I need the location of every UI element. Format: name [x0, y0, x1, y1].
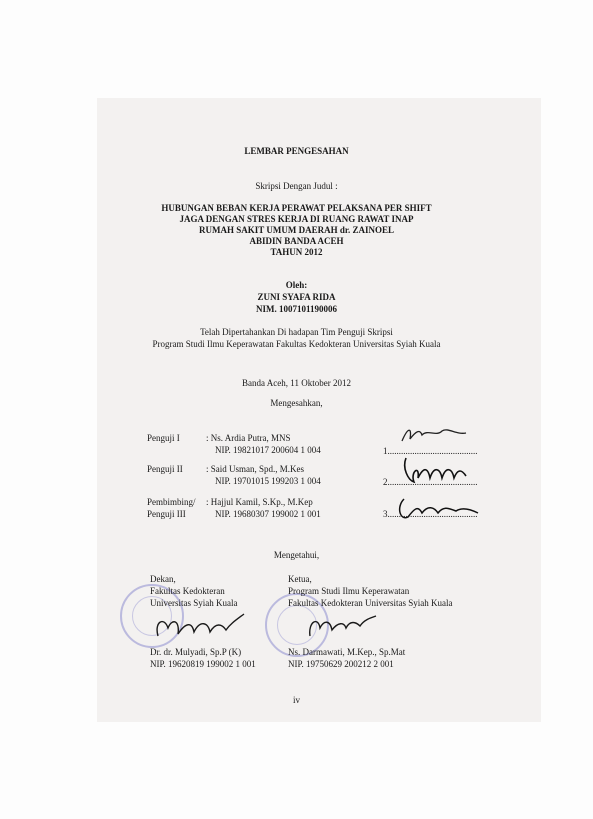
right-signer-line-2: Program Studi Ilmu Keperawatan — [288, 586, 410, 596]
know-label: Mengetahui, — [273, 550, 320, 560]
place-date: Banda Aceh, 11 Oktober 2012 — [242, 378, 351, 388]
approve-label: Mengesahkan, — [270, 398, 323, 408]
left-signer-name: Dr. dr. Mulyadi, Sp.P (K) — [150, 647, 242, 657]
left-signer-line-2: Fakultas Kedokteran — [150, 586, 225, 596]
examiner-3-role-2: Penguji III — [147, 509, 186, 519]
left-signer-nip: NIP. 19620819 199002 1 001 — [150, 659, 256, 669]
examiner-3-role: Pembimbing/ — [147, 497, 196, 507]
signature-examiner-3 — [392, 495, 480, 523]
signature-dean — [150, 610, 250, 646]
examiner-3-name: : Hajjul Kamil, S.Kp., M.Kep — [206, 497, 313, 507]
thesis-title-line-5: TAHUN 2012 — [270, 247, 323, 257]
author-name: ZUNI SYAFA RIDA — [257, 292, 336, 302]
author-nim: NIM. 1007101190006 — [256, 304, 337, 314]
left-signer-line-3: Universitas Syiah Kuala — [150, 598, 238, 608]
right-signer-name: Ns. Darmawati, M.Kep., Sp.Mat — [288, 647, 406, 657]
examiner-1-nip: NIP. 19821017 200604 1 004 — [215, 445, 321, 455]
thesis-title-line-1: HUBUNGAN BEBAN KERJA PERAWAT PELAKSANA PER SHIFT — [161, 203, 432, 213]
defense-line-2: Program Studi Ilmu Keperawatan Fakultas Kedokteran Universitas Syiah Kuala — [152, 339, 441, 349]
thesis-title-line-3: RUMAH SAKIT UMUM DAERAH dr. ZAINOEL — [198, 225, 395, 235]
examiner-1-sign-line: 1........................................ — [383, 446, 478, 456]
examiner-2-sign-line: 2........................................ — [383, 477, 478, 487]
examiner-3-nip: NIP. 19680307 199002 1 001 — [215, 509, 321, 519]
signature-examiner-2 — [400, 454, 470, 488]
page-number: iv — [292, 695, 300, 705]
signature-examiner-1 — [398, 425, 470, 445]
examiner-1-role: Penguji I — [147, 433, 180, 443]
subtitle: Skripsi Dengan Judul : — [255, 181, 338, 191]
examiner-3-sign-line: 3........................................ — [383, 509, 478, 519]
right-signer-nip: NIP. 19750629 200212 2 001 — [288, 659, 394, 669]
right-signer-line-3: Fakultas Kedokteran Universitas Syiah Kuala — [288, 598, 453, 608]
thesis-title-line-4: ABIDIN BANDA ACEH — [249, 236, 344, 246]
left-signer-line-1: Dekan, — [150, 574, 176, 584]
signature-program-head — [300, 612, 380, 642]
by-label: Oleh: — [285, 280, 308, 290]
right-signer-line-1: Ketua, — [288, 574, 312, 584]
examiner-2-nip: NIP. 19701015 199203 1 004 — [215, 476, 321, 486]
thesis-title-line-2: JAGA DENGAN STRES KERJA DI RUANG RAWAT INAP — [179, 214, 414, 224]
defense-line-1: Telah Dipertahankan Di hadapan Tim Penguji Skripsi — [200, 327, 393, 337]
examiner-1-name: : Ns. Ardia Putra, MNS — [206, 433, 291, 443]
examiner-2-name: : Said Usman, Spd., M.Kes — [206, 464, 305, 474]
page-title: LEMBAR PENGESAHAN — [244, 146, 349, 156]
examiner-2-role: Penguji II — [147, 464, 183, 474]
